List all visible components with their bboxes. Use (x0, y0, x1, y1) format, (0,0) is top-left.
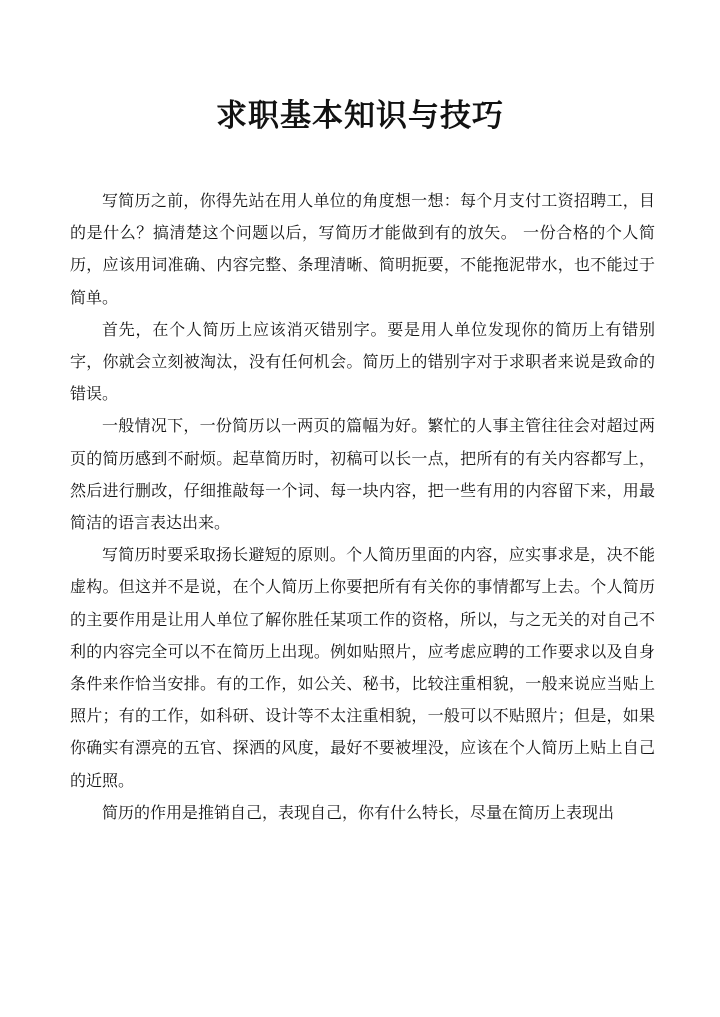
document-title: 求职基本知识与技巧 (216, 98, 504, 134)
paragraph: 写简历时要采取扬长避短的原则。个人简历里面的内容，应实事求是，决不能虚构。但这并不是说，在个人简历上你要把所有有关你的事情都写上去。个人简历的主要作用是让用人单位了解你胜任某项工作的资格，所以，与之无关的对自己不利的内容完全可以不在简历上出现。例如贴照片，应考虑应聘的工作要求以及自身条件来作恰当安排。有的工作，如公关、秘书，比较注重相貌，一般来说应当贴上照片；有的工作，如科研、设计等不太注重相貌，一般可以不贴照片；但是，如果你确实有漂亮的五官、探洒的风度，最好不要被埋没，应该在个人简历上贴上自己的近照。 (70, 545, 655, 790)
paragraph: 首先，在个人简历上应该消灭错别字。要是用人单位发现你的简历上有错别字，你就会立刻被淘汰，没有任何机会。简历上的错别字对于求职者来说是致命的错误。 (70, 319, 655, 404)
paragraph: 写简历之前，你得先站在用人单位的角度想一想：每个月支付工资招聘工，目的是什么？搞清楚这个问题以后，写简历才能做到有的放矢。 一份合格的个人简历，应该用词准确、内容完整、条理清晰、简明扼要，不能拖泥带水，也不能过于简单。 (70, 191, 655, 307)
paragraph: 一般情况下，一份简历以一两页的篇幅为好。繁忙的人事主管往往会对超过两页的简历感到不耐烦。起草简历时，初稿可以长一点，把所有的有关内容都写上，然后进行删改，仔细推敲每一个词、每一块内容，把一些有用的内容留下来，用最简洁的语言表达出来。 (70, 416, 655, 533)
paragraph: 简历的作用是推销自己，表现自己，你有什么特长，尽量在简历上表现出 (102, 802, 615, 822)
document-body (70, 185, 655, 829)
